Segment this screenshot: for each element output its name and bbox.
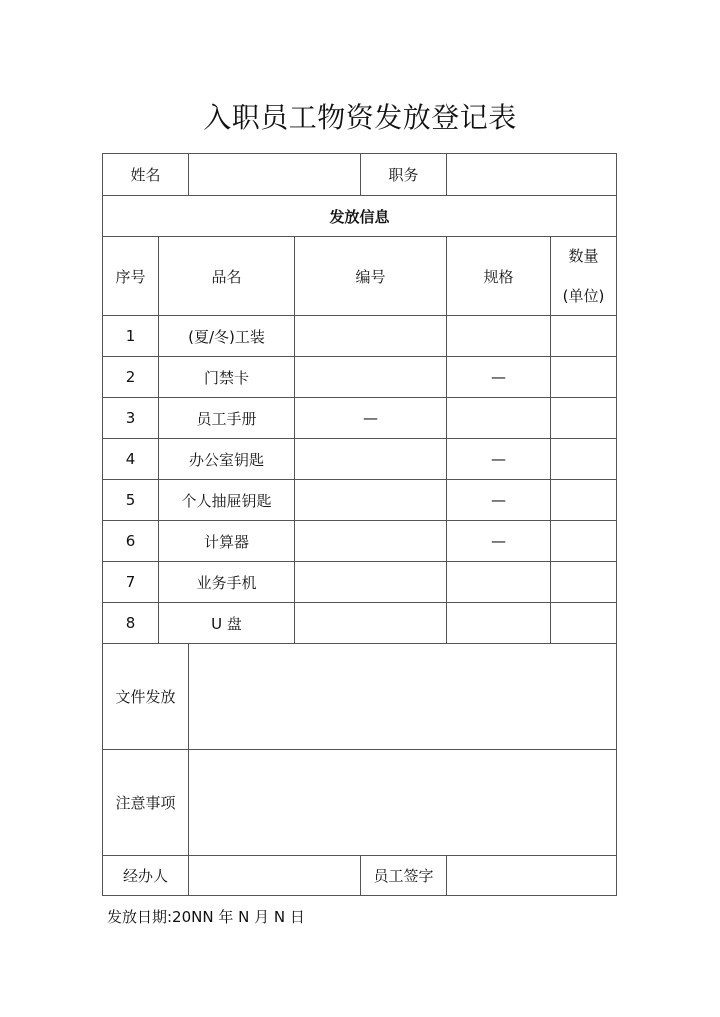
handler-field[interactable] [189,856,361,895]
row-qty[interactable] [551,521,616,562]
section-title: 发放信息 [103,196,616,237]
row-no: 3 [103,398,159,439]
column-header-spec: 规格 [447,237,551,316]
issue-date: 发放日期:20NN 年 N 月 N 日 [107,908,305,926]
row-code[interactable] [295,480,447,521]
name-field[interactable] [189,154,361,196]
row-code[interactable] [295,562,447,603]
signature-label: 员工签字 [361,856,447,895]
notes-field[interactable] [189,750,616,856]
row-no: 7 [103,562,159,603]
row-no: 2 [103,357,159,398]
notes-label: 注意事项 [103,750,189,856]
column-header-qty [551,237,616,316]
row-item: 门禁卡 [159,357,295,398]
row-spec[interactable]: — [447,439,551,480]
row-spec[interactable]: — [447,480,551,521]
qty-unit-label: (单位) [562,287,605,305]
row-code[interactable] [295,603,447,644]
row-qty[interactable] [551,562,616,603]
row-spec[interactable] [447,398,551,439]
row-item: 计算器 [159,521,295,562]
row-no: 5 [103,480,159,521]
row-qty[interactable] [551,603,616,644]
form-title: 入职员工物资发放登记表 [203,101,517,134]
column-header-code: 编号 [295,237,447,316]
row-item: 员工手册 [159,398,295,439]
documents-field[interactable] [189,644,616,750]
row-code[interactable] [295,316,447,357]
row-no: 4 [103,439,159,480]
row-no: 8 [103,603,159,644]
row-item: 个人抽屉钥匙 [159,480,295,521]
row-no: 1 [103,316,159,357]
row-item: (夏/冬)工装 [159,316,295,357]
row-item: U 盘 [159,603,295,644]
row-spec[interactable]: — [447,521,551,562]
qty-label: 数量 [568,247,599,265]
row-code[interactable]: — [295,398,447,439]
row-qty[interactable] [551,480,616,521]
row-spec[interactable] [447,562,551,603]
row-qty[interactable] [551,316,616,357]
column-header-item: 品名 [159,237,295,316]
row-qty[interactable] [551,398,616,439]
row-code[interactable] [295,439,447,480]
position-field[interactable] [447,154,616,196]
registration-form [102,153,617,896]
row-qty[interactable] [551,357,616,398]
handler-label: 经办人 [103,856,189,895]
row-no: 6 [103,521,159,562]
documents-label: 文件发放 [103,644,189,750]
row-item: 业务手机 [159,562,295,603]
row-spec[interactable] [447,603,551,644]
row-spec[interactable] [447,316,551,357]
signature-field[interactable] [447,856,616,895]
row-code[interactable] [295,521,447,562]
column-header-no: 序号 [103,237,159,316]
row-spec[interactable]: — [447,357,551,398]
row-item: 办公室钥匙 [159,439,295,480]
name-label: 姓名 [103,154,189,196]
position-label: 职务 [361,154,447,196]
row-qty[interactable] [551,439,616,480]
row-code[interactable] [295,357,447,398]
